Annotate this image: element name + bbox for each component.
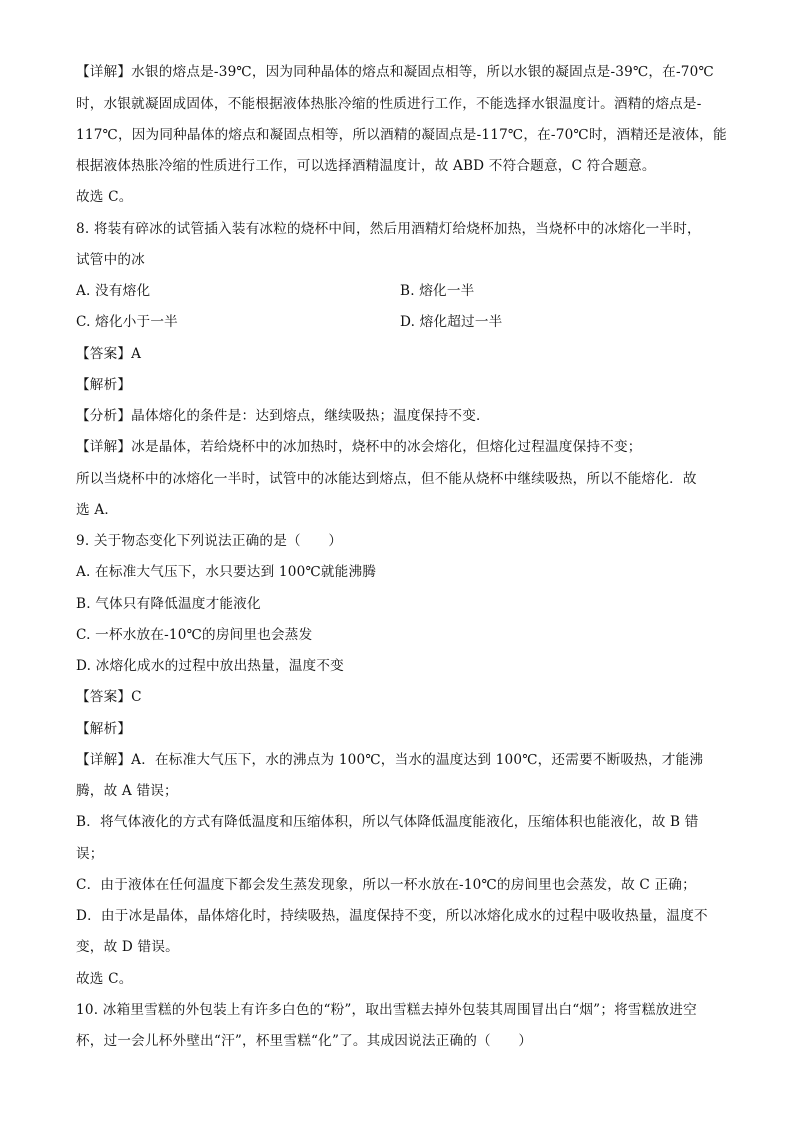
question-9-line: 9. 关于物态变化下列说法正确的是（ ）	[76, 533, 343, 549]
q9-answer: 【答案】C	[76, 689, 142, 705]
q9-detail-line-3: B．将气体液化的方式有降低温度和压缩体积，所以气体降低温度能液化，压缩体积也能液化，故 B 错	[76, 814, 699, 830]
q9-option-d: D. 冰熔化成水的过程中放出热量，温度不变	[76, 658, 344, 674]
detail-line-3: 117℃，因为同种晶体的熔点和凝固点相等，所以酒精的凝固点是-117℃，在-70℃时，酒精还是液体，能	[76, 127, 727, 143]
q8-option-b: B. 熔化一半	[400, 283, 475, 299]
q8-analysis-line: 【分析】晶体熔化的条件是：达到熔点，继续吸热；温度保持不变．	[76, 408, 490, 424]
q9-option-c: C. 一杯水放在-10℃的房间里也会蒸发	[76, 627, 313, 643]
q8-detail-line-1: 【详解】冰是晶体，若给烧杯中的冰加热时，烧杯中的冰会熔化，但熔化过程温度保持不变；	[76, 439, 642, 455]
detail-line-1: 【详解】水银的熔点是-39℃，因为同种晶体的熔点和凝固点相等，所以水银的凝固点是-39℃，在-70℃	[76, 64, 714, 80]
question-10-line-1: 10. 冰箱里雪糕的外包装上有许多白色的“粉”，取出雪糕去掉外包装其周围冒出白“烟”；将雪糕放进空	[76, 1002, 697, 1018]
q8-analysis-heading: 【解析】	[76, 377, 132, 393]
q9-answer-choice: 故选 C。	[76, 971, 133, 987]
q9-detail-line-4: 误；	[76, 846, 104, 862]
q9-detail-line-2: 腾，故 A 错误；	[76, 783, 178, 799]
q9-option-a: A. 在标准大气压下，水只要达到 100℃就能沸腾	[76, 564, 377, 580]
q9-detail-line-1: 【详解】A．在标准大气压下，水的沸点为 100℃，当水的温度达到 100℃，还需要不断吸热，才能沸	[76, 752, 704, 768]
q9-option-b: B. 气体只有降低温度才能液化	[76, 596, 261, 612]
q9-detail-line-6: D．由于冰是晶体，晶体熔化时，持续吸热，温度保持不变，所以冰熔化成水的过程中吸收热量，温度不	[76, 908, 708, 924]
q8-option-a: A. 没有熔化	[76, 283, 151, 299]
detail-line-2: 时，水银就凝固成固体，不能根据液体热胀冷缩的性质进行工作，不能选择水银温度计。酒精的熔点是-	[76, 96, 702, 112]
q8-option-c: C. 熔化小于一半	[76, 314, 178, 330]
question-8-line-2: 试管中的冰	[76, 252, 145, 268]
q8-detail-line-2: 所以当烧杯中的冰熔化一半时，试管中的冰能达到熔点，但不能从烧杯中继续吸热，所以不能熔化．故	[76, 471, 697, 487]
q8-answer: 【答案】A	[76, 346, 142, 362]
q9-analysis-heading: 【解析】	[76, 721, 132, 737]
question-10-line-2: 杯，过一会儿杯外壁出“汗”，杯里雪糕“化”了。其成因说法正确的（ ）	[76, 1033, 533, 1049]
q8-option-d: D. 熔化超过一半	[400, 314, 503, 330]
q8-detail-line-3: 选 A．	[76, 502, 119, 518]
answer-choice-line: 故选 C。	[76, 189, 133, 205]
question-8-line-1: 8. 将装有碎冰的试管插入装有冰粒的烧杯中间，然后用酒精灯给烧杯加热，当烧杯中的冰熔化一半时，	[76, 221, 701, 237]
detail-line-4: 根据液体热胀冷缩的性质进行工作，可以选择酒精温度计，故 ABD 不符合题意，C 符合题意。	[76, 158, 656, 174]
q9-detail-line-7: 变，故 D 错误。	[76, 939, 179, 955]
q9-detail-line-5: C．由于液体在任何温度下都会发生蒸发现象，所以一杯水放在-10℃的房间里也会蒸发，故 C 正确；	[76, 877, 696, 893]
